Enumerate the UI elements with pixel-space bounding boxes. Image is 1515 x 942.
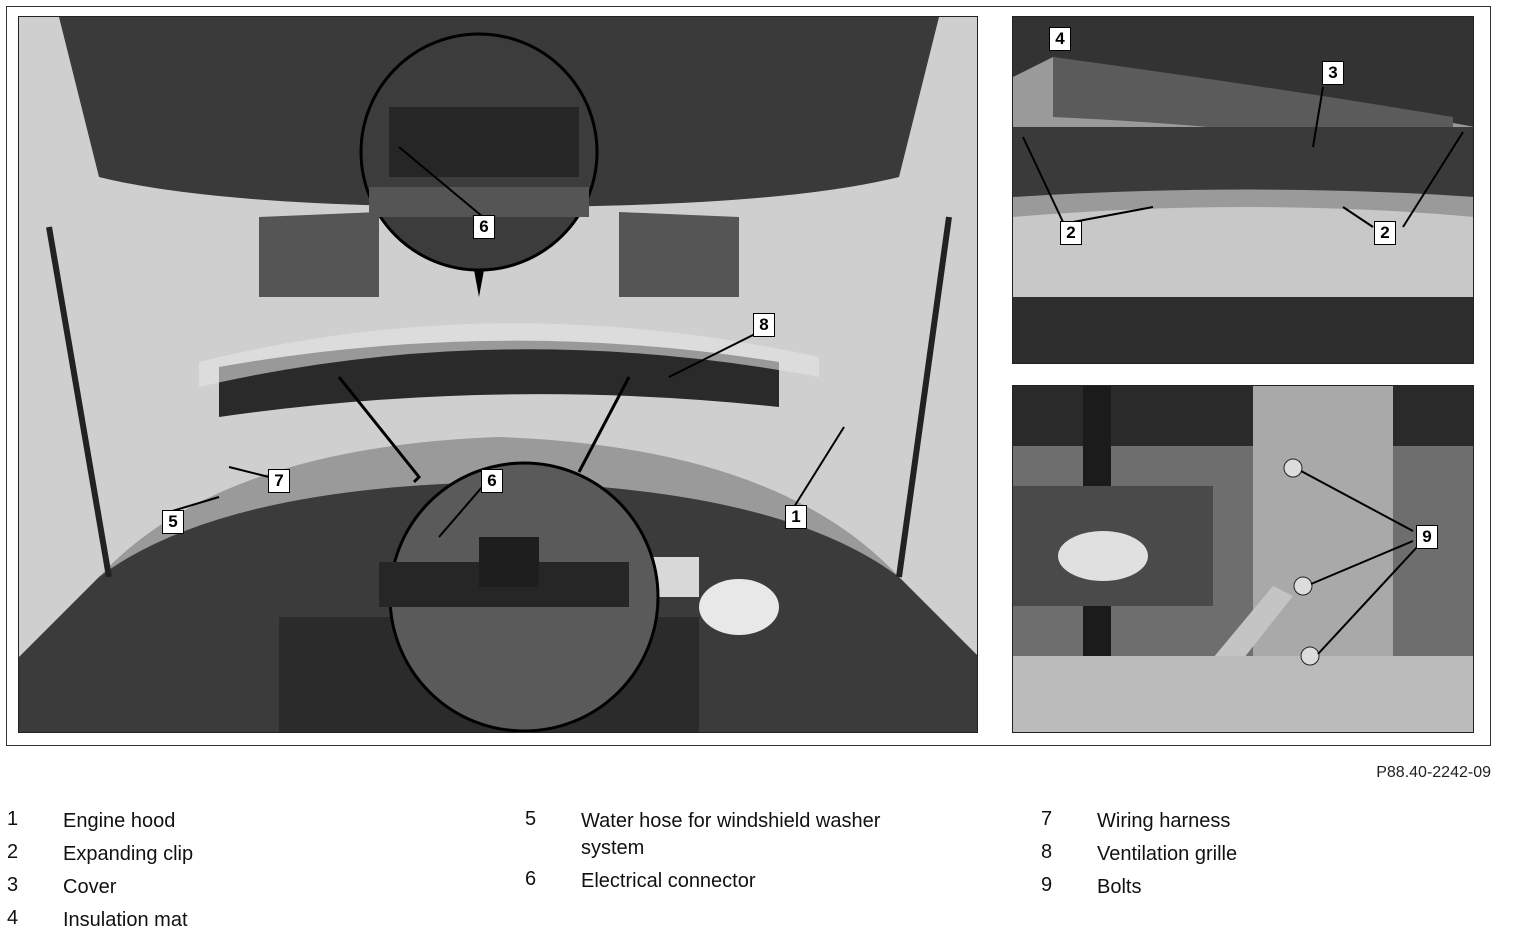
legend-number: 1: [7, 808, 19, 830]
callout-main-6-bottom: 6: [481, 469, 503, 493]
hinge-bolts-photo: [1012, 385, 1474, 733]
hinge-bolts-illustration: [1013, 386, 1474, 733]
callout-main-8: 8: [753, 313, 775, 337]
legend-number: 4: [7, 907, 19, 929]
legend-text: Cover: [63, 876, 117, 898]
legend-text: Bolts: [1097, 876, 1142, 898]
legend-number: 5: [525, 808, 537, 830]
callout-main-1: 1: [785, 505, 807, 529]
callout-main-5: 5: [162, 510, 184, 534]
legend-text: Electrical connector: [581, 870, 756, 892]
callout-tr-2-left: 2: [1060, 221, 1082, 245]
callout-tr-3: 3: [1322, 61, 1344, 85]
legend-number: 8: [1041, 841, 1053, 863]
callout-main-6-top: 6: [473, 215, 495, 239]
cover-detail-photo: [1012, 16, 1474, 364]
engine-hood-illustration: [19, 17, 978, 733]
figure-id: P88.40-2242-09: [1376, 764, 1491, 781]
callout-main-7: 7: [268, 469, 290, 493]
callout-tr-4: 4: [1049, 27, 1071, 51]
legend-number: 7: [1041, 808, 1053, 830]
cover-detail-illustration: [1013, 17, 1474, 364]
callout-br-9: 9: [1416, 525, 1438, 549]
legend-text: Engine hood: [63, 810, 176, 832]
callout-tr-2-right: 2: [1374, 221, 1396, 245]
legend-number: 6: [525, 868, 537, 890]
legend-number: 3: [7, 874, 19, 896]
legend-text: Water hose for windshield washer system: [581, 810, 881, 859]
legend-text: Expanding clip: [63, 843, 194, 865]
legend-text: Insulation mat: [63, 909, 188, 931]
legend-text: Ventilation grille: [1097, 843, 1238, 865]
legend-text: Wiring harness: [1097, 810, 1231, 832]
legend-number: 2: [7, 841, 19, 863]
engine-hood-photo: [18, 16, 978, 733]
legend-number: 9: [1041, 874, 1053, 896]
